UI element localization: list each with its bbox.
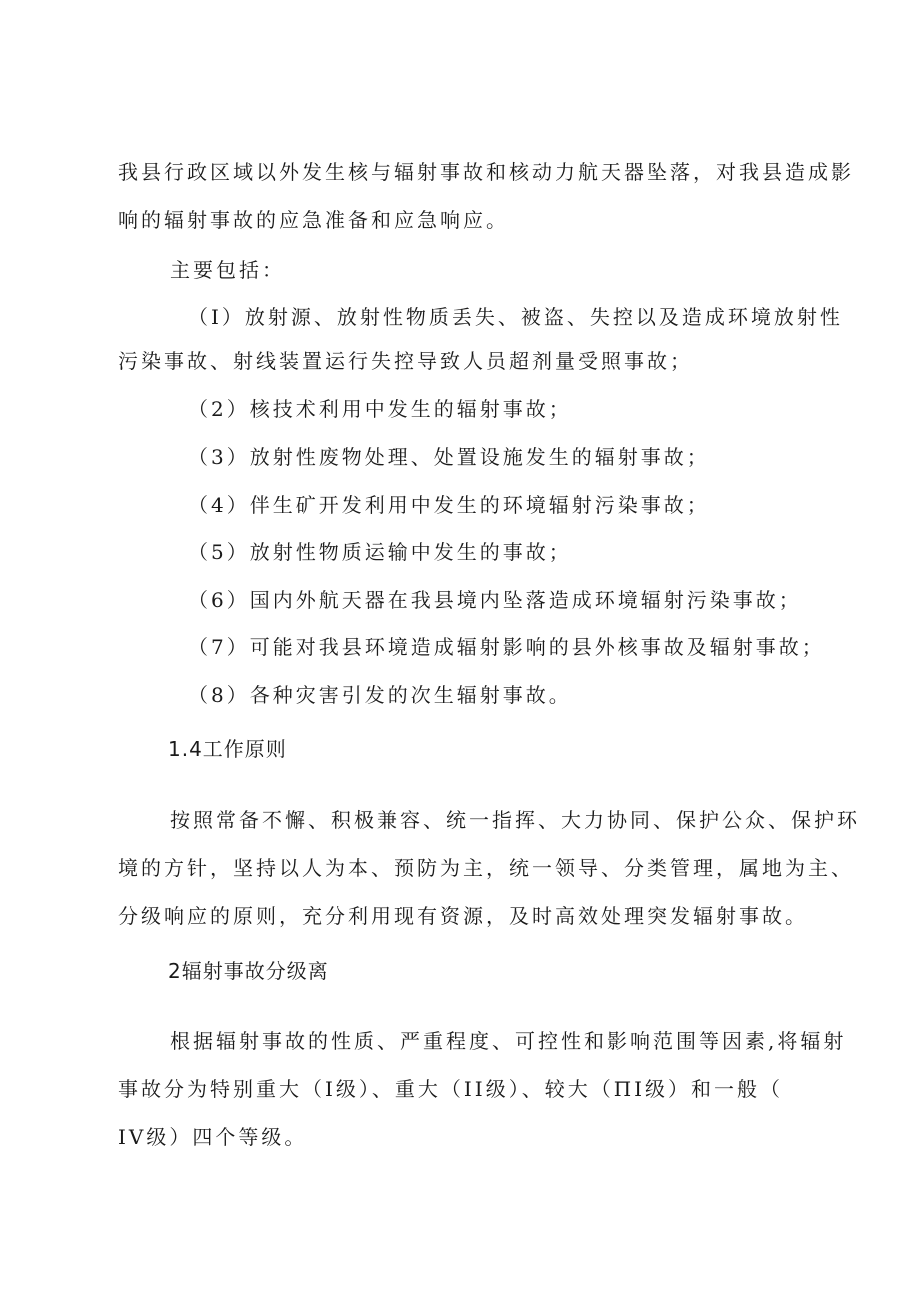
section-heading-2: 2辐射事故分级离	[168, 959, 329, 983]
list-item-6: （6）国内外航天器在我县境内坠落造成环境辐射污染事故；	[188, 588, 802, 612]
list-item-4: （4）伴生矿开发利用中发生的环境辐射污染事故；	[188, 493, 710, 517]
principle-line-1: 按照常备不懈、积极兼容、统一指挥、大力协同、保护公众、保护环	[170, 808, 860, 832]
classification-line-3: IV级）四个等级。	[118, 1125, 308, 1149]
scope-line-1: 我县行政区域以外发生核与辐射事故和核动力航天器坠落，对我县造成影	[118, 160, 854, 184]
classification-line-1: 根据辐射事故的性质、严重程度、可控性和影响范围等因素,将辐射	[170, 1029, 847, 1053]
list-item-7: （7）可能对我县环境造成辐射影响的县外核事故及辐射事故；	[188, 635, 825, 659]
list-item-8: （8）各种灾害引发的次生辐射事故。	[188, 683, 572, 707]
list-item-3: （3）放射性废物处理、处置设施发生的辐射事故；	[188, 445, 710, 469]
list-item-1-continued: 污染事故、射线装置运行失控导致人员超剂量受照事故；	[118, 349, 693, 373]
principle-line-3: 分级响应的原则，充分利用现有资源，及时高效处理突发辐射事故。	[118, 904, 808, 928]
classification-line-2: 事故分为特别重大（I级）、重大（II级）、较大（ΠI级）和一般（	[118, 1077, 784, 1101]
scope-line-2: 响的辐射事故的应急准备和应急响应。	[118, 208, 509, 232]
section-heading-1-4: 1.4工作原则	[168, 737, 287, 761]
list-item-1: （I）放射源、放射性物质丢失、被盗、失控以及造成环境放射性	[188, 305, 843, 329]
includes-label: 主要包括：	[170, 258, 285, 282]
list-item-2: （2）核技术利用中发生的辐射事故；	[188, 397, 572, 421]
principle-line-2: 境的方针，坚持以人为本、预防为主，统一领导、分类管理，属地为主、	[118, 856, 854, 880]
list-item-5: （5）放射性物质运输中发生的事故；	[188, 540, 572, 564]
